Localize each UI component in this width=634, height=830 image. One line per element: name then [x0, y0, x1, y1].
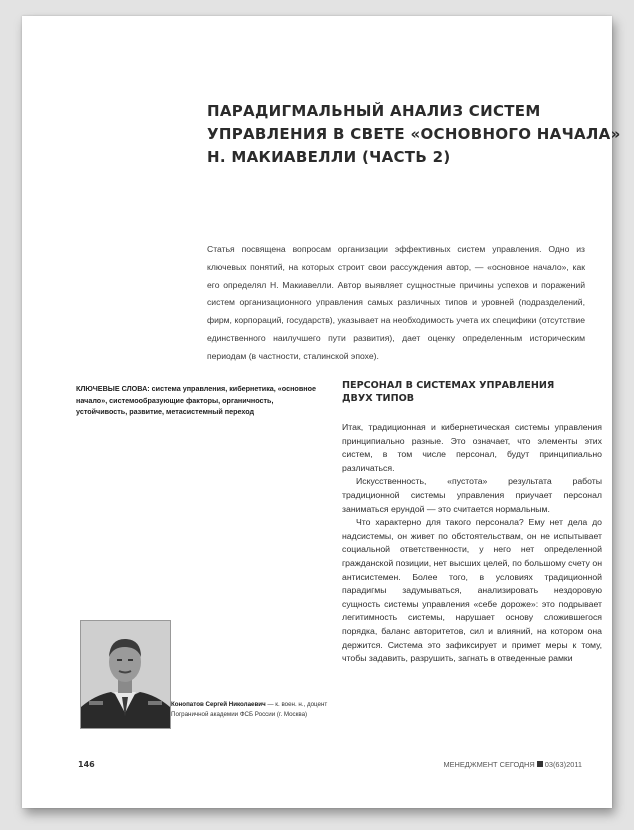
- section-heading-line: ДВУХ ТИПОВ: [342, 393, 415, 404]
- journal-footer: [443, 760, 582, 769]
- journal-issue: 03(63)2011: [544, 760, 582, 769]
- author-details: — к. воен. н., доцент Пограничной академии ФСБ России (г. Москва): [171, 701, 328, 718]
- section-heading-line: ПЕРСОНАЛ В СИСТЕМАХ УПРАВЛЕНИЯ: [342, 380, 555, 391]
- page-number: 146: [78, 760, 95, 769]
- keywords: [76, 383, 326, 418]
- keywords-label: КЛЮЧЕВЫЕ СЛОВА:: [76, 384, 150, 393]
- keywords-text: система управления, кибернетика, «основное начало», системообразующие факторы, органичность, устойчивость, развитие, метасистемный переход: [76, 384, 316, 416]
- journal-page: [22, 16, 621, 808]
- author-portrait-image: [81, 621, 170, 728]
- article-title: [207, 100, 621, 169]
- title-line: Н. МАКИАВЕЛЛИ (ЧАСТЬ 2): [207, 148, 451, 166]
- body-paragraph: Что характерно для такого персонала? Ему нет дела до надсистемы, он живет по обстоятельствам, он не испытывает социальной ответственности, у него нет определенной гражданской позиции, нет высших целей, по большому счету он антисистемен. Более того, в условиях традиционной парадигмы задумываться, анализировать нездоровую сущность системы управления «себе дороже»: это подрывает легитимность системы, нарушает основу сложившегося порядка, баланс авторитетов, сил и влияний, на котором она держится. Система это зафиксирует и примет меры к тому, чтобы задавить, разрушить, загнать в отведенные рамки: [342, 517, 602, 664]
- article-abstract: Статья посвящена вопросам организации эффективных систем управления. Одно из ключевых понятий, на которых строит свои рассуждения автор, — «основное начало», как его определял Н. Макиавелли. Автор выявляет сущностные причины успехов и поражений систем организационного управления самых различных типов и уровней (подразделений, фирм, корпораций, государств), указывает на необходимость учета их специфики (отсутствие единственного наилучшего пути развития), дает оценку определенным историческим периодам (в частности, сталинской эпохе).: [207, 244, 585, 361]
- author-info: [171, 700, 346, 720]
- author-photo: [80, 620, 171, 729]
- body-paragraph: Итак, традиционная и кибернетическая системы управления принципиально разные. Это означает, что элементы этих систем, в том числе персонал, будут принципиально различаться.: [342, 422, 602, 473]
- title-line: УПРАВЛЕНИЯ В СВЕТЕ «ОСНОВНОГО НАЧАЛА»: [207, 125, 621, 143]
- section-heading: [342, 379, 602, 405]
- square-bullet-icon: [537, 761, 543, 767]
- title-line: ПАРАДИГМАЛЬНЫЙ АНАЛИЗ СИСТЕМ: [207, 102, 541, 120]
- journal-name: МЕНЕДЖМЕНТ СЕГОДНЯ: [443, 760, 535, 769]
- body-paragraph: Искусственность, «пустота» результата работы традиционной системы управления приучает персонал заниматься ерундой — это считается нормальным.: [342, 476, 602, 514]
- author-name: Конопатов Сергей Николаевич: [171, 701, 266, 708]
- article-body: [342, 421, 602, 666]
